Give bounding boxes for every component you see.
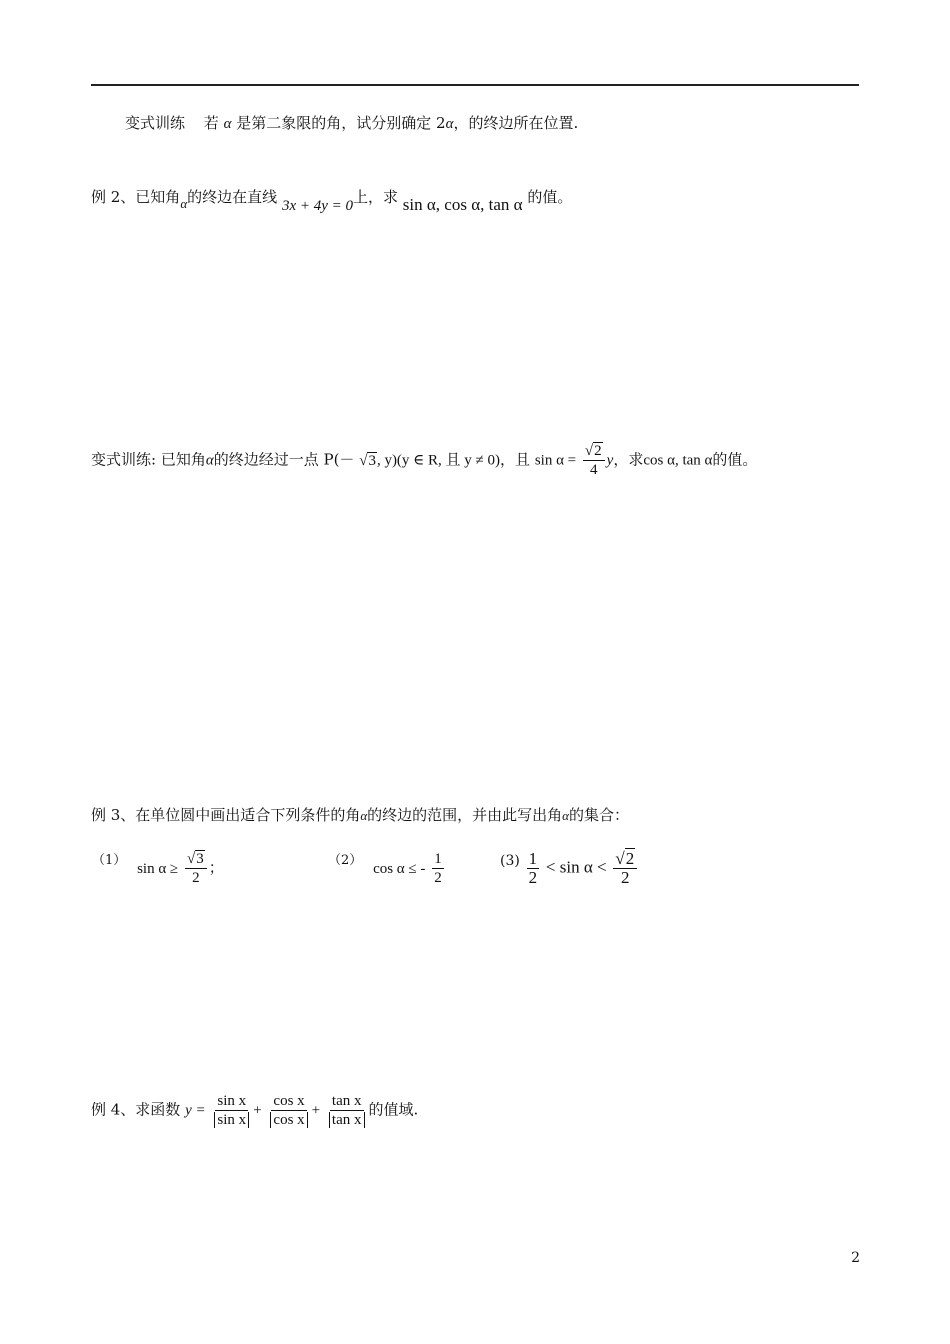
text: 的终边的范围，并由此写出角 bbox=[367, 806, 563, 824]
example-2 bbox=[91, 186, 572, 217]
example-3-lead: 例 3、在单位圆中画出适合下列条件的角 bbox=[91, 806, 361, 824]
plus-sign: + bbox=[311, 1102, 321, 1119]
trig-functions: sin α, cos α, tan α bbox=[402, 195, 523, 214]
fraction-numerator: 3 bbox=[196, 851, 204, 867]
fraction-numerator: cos x bbox=[273, 1093, 305, 1109]
fraction bbox=[327, 1092, 367, 1129]
sqrt-expression: √3 bbox=[359, 452, 376, 469]
text: ，的终边所在位置. bbox=[453, 114, 579, 132]
text: 的值。 bbox=[712, 450, 758, 469]
item-label: （2） bbox=[328, 853, 363, 868]
sqrt-radicand: 3 bbox=[368, 452, 376, 469]
fraction-denominator: 2 bbox=[434, 870, 442, 886]
text: 若 bbox=[203, 114, 219, 132]
fraction-numerator: 1 bbox=[434, 851, 442, 867]
inequality-middle: < sin α < bbox=[545, 857, 607, 877]
example-3 bbox=[91, 804, 629, 827]
text: ，且 bbox=[500, 450, 531, 469]
fraction-denominator: sin x bbox=[214, 1112, 249, 1128]
text: 的终边在直线 bbox=[187, 188, 278, 206]
point-condition: , y)(y ∈ R, 且 y ≠ 0) bbox=[376, 452, 501, 469]
variant-exercise-2 bbox=[91, 442, 757, 479]
example-3-item-1 bbox=[92, 850, 224, 887]
variant-2-lead: 变式训练: 已知角 bbox=[91, 450, 206, 469]
alpha-symbol: α bbox=[562, 808, 569, 823]
page-number: 2 bbox=[851, 1250, 860, 1266]
fraction-numerator: 2 bbox=[594, 443, 602, 459]
example-3-item-2 bbox=[328, 850, 446, 887]
fraction: $\frac{√2}{4}$ bbox=[583, 442, 605, 479]
fraction-denominator: 2 bbox=[621, 868, 630, 887]
header-rule bbox=[91, 84, 859, 86]
fraction-denominator: 4 bbox=[590, 462, 598, 478]
fraction bbox=[268, 1092, 309, 1129]
fraction-numerator: 2 bbox=[625, 849, 635, 868]
text: 的集合： bbox=[569, 806, 630, 824]
y-equals: y = bbox=[185, 1102, 206, 1119]
var-y: y bbox=[606, 452, 614, 469]
item-label: (3) bbox=[500, 853, 520, 869]
fraction bbox=[527, 850, 540, 887]
text: ，求 bbox=[613, 450, 644, 469]
alpha-symbol: α bbox=[360, 808, 368, 823]
fraction: $\frac{√2}{2}$ bbox=[613, 850, 637, 887]
plus-sign: + bbox=[253, 1102, 262, 1119]
alpha-symbol: α bbox=[205, 452, 214, 469]
trig-functions: cos α, tan α bbox=[643, 452, 713, 469]
fraction-numerator: tan x bbox=[331, 1093, 362, 1109]
example-3-item-3 bbox=[500, 850, 639, 887]
variant-exercise-1 bbox=[125, 112, 578, 135]
fraction-denominator: tan x bbox=[329, 1112, 365, 1128]
fraction-denominator: 2 bbox=[528, 868, 538, 887]
fraction-denominator: cos x bbox=[270, 1112, 307, 1128]
inequality-lhs: sin α ≥ bbox=[137, 860, 179, 877]
fraction bbox=[212, 1092, 251, 1129]
sin-lhs: sin α = bbox=[534, 452, 577, 469]
inequality-lhs: cos α ≤ - bbox=[373, 860, 426, 877]
fraction-numerator: 1 bbox=[528, 849, 538, 868]
text: ； bbox=[208, 858, 224, 877]
text: 上，求 bbox=[353, 188, 399, 206]
line-equation: 3x + 4y = 0 bbox=[281, 198, 353, 214]
fraction: $\frac{√3}{2}$ bbox=[185, 850, 207, 887]
text: 的值。 bbox=[527, 188, 573, 206]
text: 的终边经过一点 P(－ bbox=[213, 450, 355, 469]
item-label: （1） bbox=[92, 853, 127, 868]
alpha-symbol: α bbox=[180, 196, 188, 211]
text: 的值域. bbox=[368, 1100, 419, 1119]
fraction-denominator: 2 bbox=[192, 870, 200, 886]
example-4-lead: 例 4、求函数 bbox=[91, 1100, 181, 1119]
example-4 bbox=[91, 1092, 418, 1129]
fraction bbox=[432, 850, 444, 887]
example-2-lead: 例 2、已知角 bbox=[91, 188, 181, 206]
text: 是第二象限的角，试分别确定 2 bbox=[236, 114, 446, 132]
alpha-symbol: α bbox=[445, 116, 454, 132]
alpha-symbol: α bbox=[223, 116, 232, 132]
variant-label: 变式训练 bbox=[125, 114, 186, 132]
fraction-numerator: sin x bbox=[217, 1093, 247, 1109]
